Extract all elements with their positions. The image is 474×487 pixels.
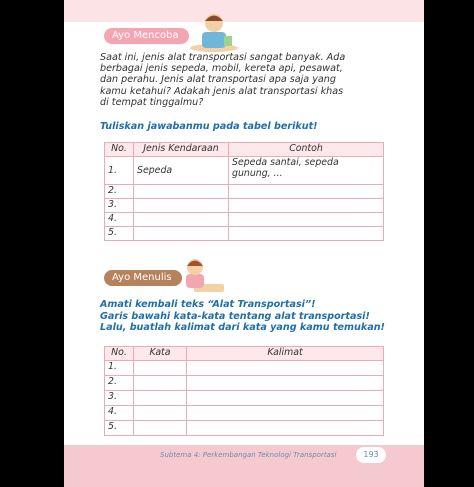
- header-kata: Kata: [134, 347, 187, 361]
- table-row: [105, 199, 384, 213]
- header-jenis-kendaraan: Jenis Kendaraan: [134, 143, 229, 157]
- table-header-row: [105, 143, 384, 157]
- top-decoration: [64, 0, 424, 22]
- paragraph-line: dan perahu. Jenis alat transportasi apa saja yang: [100, 74, 336, 86]
- cell-no: 5.: [105, 227, 134, 241]
- table-row: [105, 361, 384, 376]
- cell-no: 2.: [105, 185, 134, 199]
- cell-kalimat[interactable]: [187, 376, 384, 391]
- header-contoh: Contoh: [229, 143, 384, 157]
- cell-no: 4.: [105, 213, 134, 227]
- cell-jenis[interactable]: [134, 199, 229, 213]
- table-row: [105, 185, 384, 199]
- cell-no: 1.: [105, 157, 134, 185]
- table-row: [105, 376, 384, 391]
- cell-kalimat[interactable]: [187, 421, 384, 436]
- ayo-menulis-badge: Ayo Menulis: [104, 270, 182, 286]
- cell-no: 3.: [105, 391, 134, 406]
- footer-subtheme: Subtema 4: Perkembangan Teknologi Transportasi: [160, 451, 337, 459]
- cell-kalimat[interactable]: [187, 391, 384, 406]
- cell-kata[interactable]: [134, 406, 187, 421]
- cell-kata[interactable]: [134, 376, 187, 391]
- table-row: [105, 157, 384, 185]
- cell-no: 4.: [105, 406, 134, 421]
- ayo-mencoba-badge: Ayo Mencoba: [104, 28, 189, 44]
- word-sentence-table: [104, 346, 384, 436]
- cell-jenis[interactable]: [134, 185, 229, 199]
- instruction-line: Amati kembali teks “Alat Transportasi”!: [100, 299, 316, 310]
- intro-paragraph: [100, 52, 390, 108]
- cell-contoh[interactable]: [229, 185, 384, 199]
- cell-no: 2.: [105, 376, 134, 391]
- header-no: No.: [105, 143, 134, 157]
- instruction-line: Garis bawahi kata-kata tentang alat transportasi!: [100, 310, 370, 322]
- header-no: No.: [105, 347, 134, 361]
- header-kalimat: Kalimat: [187, 347, 384, 361]
- cell-contoh[interactable]: [229, 199, 384, 213]
- instruction-line: Lalu, buatlah kalimat dari kata yang kamu temukan!: [100, 322, 385, 334]
- table-row: [105, 421, 384, 436]
- writing-instructions: [100, 299, 400, 334]
- cell-jenis[interactable]: [134, 213, 229, 227]
- cell-jenis[interactable]: [134, 227, 229, 241]
- transport-table: [104, 142, 384, 241]
- cell-kalimat[interactable]: [187, 361, 384, 376]
- boy-illustration: [188, 8, 240, 52]
- table-row: [105, 391, 384, 406]
- cell-jenis[interactable]: Sepeda: [134, 157, 229, 185]
- table-instruction: Tuliskan jawabanmu pada tabel berikut!: [100, 121, 318, 132]
- cell-kata[interactable]: [134, 391, 187, 406]
- cell-contoh[interactable]: Sepeda santai, sepeda gunung, ...: [229, 157, 384, 185]
- cell-no: 1.: [105, 361, 134, 376]
- paragraph-line: berbagai jenis sepeda, mobil, kereta api, pesawat,: [100, 63, 343, 75]
- paragraph-line: kamu ketahui? Adakah jenis alat transportasi khas: [100, 85, 344, 97]
- cell-no: 3.: [105, 199, 134, 213]
- table-row: [105, 213, 384, 227]
- table-row: [105, 406, 384, 421]
- page-number: 193: [356, 447, 386, 463]
- girl-illustration: [176, 254, 226, 294]
- cell-contoh[interactable]: [229, 213, 384, 227]
- textbook-page: [64, 0, 424, 487]
- paragraph-line: di tempat tinggalmu?: [100, 96, 204, 108]
- table-row: [105, 227, 384, 241]
- cell-contoh[interactable]: [229, 227, 384, 241]
- cell-kalimat[interactable]: [187, 406, 384, 421]
- cell-no: 5.: [105, 421, 134, 436]
- table-header-row: [105, 347, 384, 361]
- cell-kata[interactable]: [134, 361, 187, 376]
- paragraph-line: Saat ini, jenis alat transportasi sangat banyak. Ada: [100, 52, 346, 63]
- cell-kata[interactable]: [134, 421, 187, 436]
